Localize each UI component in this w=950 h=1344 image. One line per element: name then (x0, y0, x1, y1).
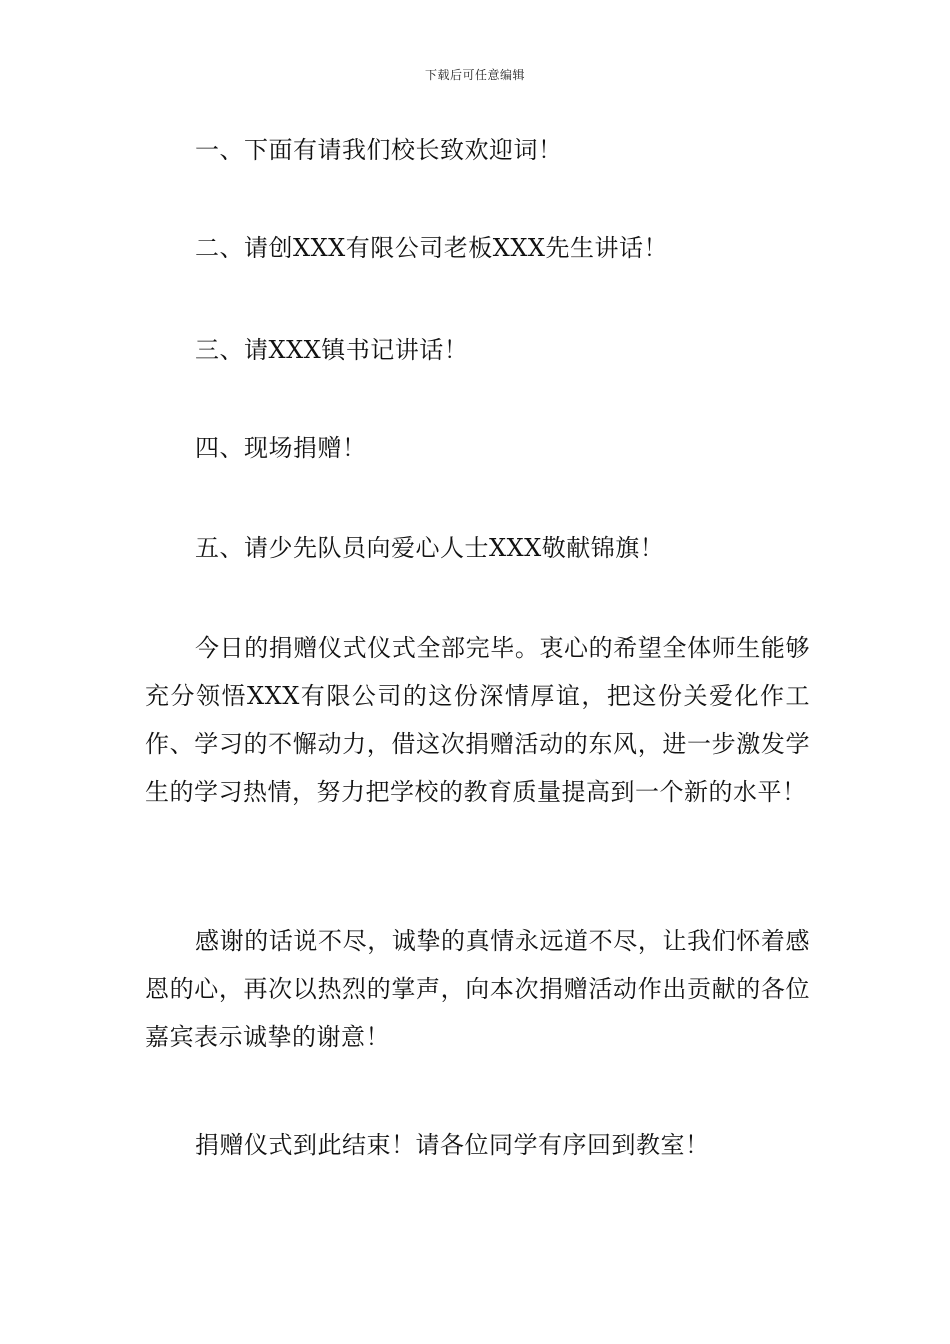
program-item-1: 一、下面有请我们校长致欢迎词！ (195, 136, 563, 164)
ending-paragraph: 捐赠仪式到此结束！请各位同学有序回到教室！ (195, 1131, 710, 1159)
program-item-2: 二、请创XXX有限公司老板XXX先生讲话！ (195, 234, 669, 262)
program-item-5: 五、请少先队员向爱心人士XXX敬献锦旗！ (195, 534, 665, 562)
program-item-3: 三、请XXX镇书记讲话！ (195, 336, 469, 364)
thanks-paragraph: 感谢的话说不尽，诚挚的真情永远道不尽，让我们怀着感恩的心，再次以热烈的掌声，向本次捐赠活动作出贡献的各位嘉宾表示诚挚的谢意！ (145, 927, 810, 1051)
closing-paragraph: 今日的捐赠仪式仪式全部完毕。衷心的希望全体师生能够充分领悟XXX有限公司的这份深情厚谊，把这份关爱化作工作、学习的不懈动力，借这次捐赠活动的东风，进一步激发学生的学习热情，努力把学校的教育质量提高到一个新的水平！ (145, 634, 810, 806)
program-item-4: 四、现场捐赠！ (195, 434, 367, 462)
page-header: 下载后可任意编辑 (424, 68, 525, 82)
